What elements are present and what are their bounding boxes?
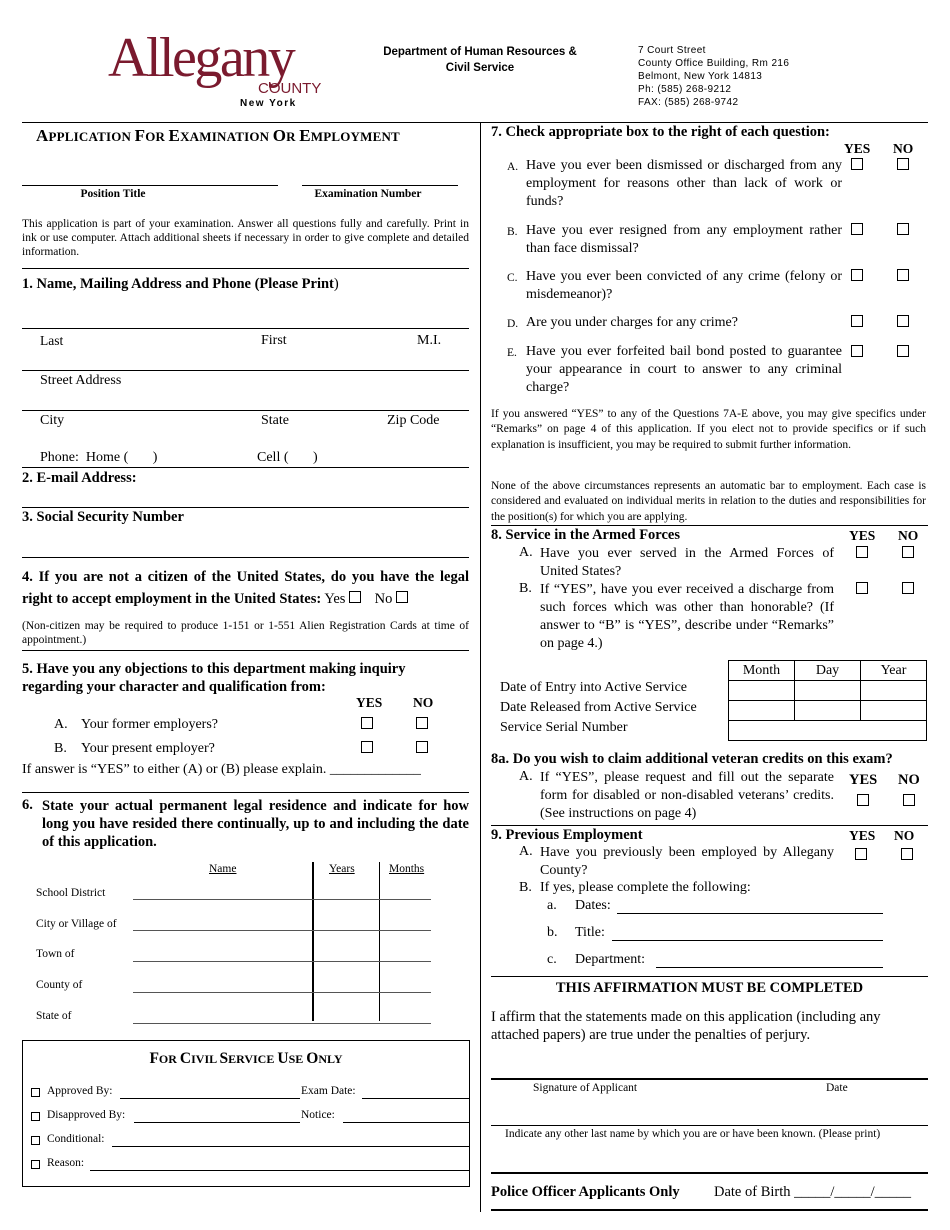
entry-day-cell[interactable] — [795, 681, 861, 701]
q7-c-no-checkbox[interactable] — [897, 269, 909, 281]
q9-title-field[interactable] — [612, 940, 883, 941]
q9-title-letter: b. — [547, 925, 558, 940]
q7-c-letter: C. — [507, 272, 518, 284]
other-name-label: Indicate any other last name by which you are or have been known. (Please print) — [505, 1128, 881, 1140]
rule-q7 — [491, 525, 928, 526]
address-street: 7 Court Street — [638, 45, 706, 56]
q6-number: 6. — [22, 797, 33, 813]
q7-disclaimer: None of the above circumstances represents an automatic bar to employment. Each case is considered and evaluated on individual merits in relation to the duties and responsibilities for the position(s) for which you are applying. — [491, 480, 926, 523]
residence-field-city[interactable] — [133, 930, 431, 931]
q8a-yes-header: YES — [849, 772, 878, 788]
q7-d-text: Are you under charges for any crime? — [526, 315, 738, 330]
q9-dates-field[interactable] — [617, 913, 883, 914]
address-phone: Ph: (585) 268-9212 — [638, 84, 732, 95]
signature-label: Signature of Applicant — [533, 1082, 638, 1094]
q7-e-yes-checkbox[interactable] — [851, 345, 863, 357]
exam-number-label: Examination Number — [314, 188, 422, 200]
approved-checkbox[interactable] — [31, 1088, 40, 1097]
q9-b-letter: B. — [519, 880, 532, 895]
q9-dates-label: Dates: — [575, 898, 611, 913]
q5-b-letter: B. — [54, 741, 67, 756]
mi-label: M.I. — [417, 333, 442, 348]
q7-e-text: Have you ever forfeited bail bond posted to guarantee your appearance in court to answer to any criminal charge? — [526, 344, 842, 395]
q8a-text: If “YES”, please request and fill out the separate form for disabled or non-disabled veterans’ credits. (See instructions on page 4) — [540, 770, 834, 821]
rule-q1 — [22, 467, 469, 468]
disapproved-field[interactable] — [134, 1122, 300, 1123]
exam-number-field[interactable] — [302, 185, 458, 186]
address-city: Belmont, New York 14813 — [638, 71, 763, 82]
bottom-rule — [491, 1209, 928, 1211]
rule-q5 — [22, 792, 469, 793]
signature-field[interactable] — [491, 1078, 928, 1080]
q6-divider-1 — [312, 862, 314, 1021]
q7-c-yes-checkbox[interactable] — [851, 269, 863, 281]
disapproved-label: Disapproved By: — [47, 1109, 126, 1121]
rule-q9 — [491, 976, 928, 977]
q9-b-text: If yes, please complete the following: — [540, 880, 751, 895]
q5-b-text: Your present employer? — [81, 741, 215, 756]
q7-d-yes-checkbox[interactable] — [851, 315, 863, 327]
release-date-label: Date Released from Active Service — [500, 700, 697, 715]
residence-field-school[interactable] — [133, 899, 431, 900]
address-fax: FAX: (585) 268-9742 — [638, 97, 739, 108]
notice-label: Notice: — [301, 1109, 335, 1121]
q5-a-no-checkbox[interactable] — [416, 717, 428, 729]
conditional-checkbox[interactable] — [31, 1136, 40, 1145]
q5-a-yes-checkbox[interactable] — [361, 717, 373, 729]
q7-c-text: Have you ever been convicted of any crime (felony or misdemeanor)? — [526, 269, 842, 302]
q5-no-header: NO — [413, 695, 434, 710]
q7-heading: 7. Check appropriate box to the right of each question: — [491, 124, 830, 140]
q9-no-header: NO — [894, 828, 915, 843]
home-phone-field[interactable]: Phone: Home ( ) — [40, 450, 158, 465]
q3-ssn-label: 3. Social Security Number — [22, 509, 184, 525]
logo-wordmark: Allegany — [108, 27, 294, 89]
q6-divider-2 — [379, 862, 380, 1021]
q5-explain[interactable]: If answer is “YES” to either (A) or (B) please explain. _____________ — [22, 762, 421, 777]
col-year: Year — [861, 661, 927, 681]
approved-label: Approved By: — [47, 1085, 113, 1097]
release-year-cell[interactable] — [861, 701, 927, 721]
state-label: State — [261, 413, 289, 428]
q7-yes-header: YES — [844, 141, 871, 156]
q7-e-letter: E. — [507, 347, 517, 359]
q9-dept-field[interactable] — [656, 967, 883, 968]
rule-intro — [22, 268, 469, 269]
city-label: City — [40, 413, 65, 428]
q9-dept-label: Department: — [575, 952, 645, 967]
signature-date-label: Date — [826, 1082, 848, 1094]
department-name — [348, 44, 612, 76]
q8-b-no-checkbox[interactable] — [902, 582, 914, 594]
residence-row-school: School District — [36, 887, 106, 899]
department-address — [638, 44, 789, 109]
department-line-1: Department of Human Resources & — [383, 46, 577, 58]
q9-dates-letter: a. — [547, 898, 557, 913]
q7-a-letter: A. — [507, 161, 519, 173]
first-label: First — [261, 333, 287, 348]
q5-a-letter: A. — [54, 717, 68, 732]
release-month-cell[interactable] — [729, 701, 795, 721]
q8a-heading: 8a. Do you wish to claim additional veteran credits on this exam? — [491, 751, 893, 767]
q6-col-name: Name — [209, 863, 237, 875]
q7-b-yes-checkbox[interactable] — [851, 223, 863, 235]
col-month: Month — [729, 661, 795, 681]
column-divider — [480, 122, 481, 1212]
residence-row-city: City or Village of — [36, 918, 117, 930]
logo-county: COUNTY — [258, 80, 322, 97]
q9-title-label: Title: — [575, 925, 605, 940]
col-day: Day — [795, 661, 861, 681]
disapproved-checkbox[interactable] — [31, 1112, 40, 1121]
q8-yes-header: YES — [849, 528, 876, 543]
serial-number-label: Service Serial Number — [500, 720, 628, 735]
email-field[interactable] — [22, 507, 469, 508]
rule-q4 — [22, 650, 469, 651]
q8-a-letter: A. — [519, 545, 533, 560]
q8-b-yes-checkbox[interactable] — [856, 582, 868, 594]
release-day-cell[interactable] — [795, 701, 861, 721]
cell-phone-field[interactable]: Cell ( ) — [257, 450, 318, 465]
department-line-2: Civil Service — [445, 62, 515, 74]
name-field[interactable] — [22, 328, 469, 329]
q8a-yes-checkbox[interactable] — [857, 794, 869, 806]
exam-date-label: Exam Date: — [301, 1085, 356, 1097]
q7-d-no-checkbox[interactable] — [897, 315, 909, 327]
affirmation-text: I affirm that the statements made on this application (including any attached papers) are true under the penalties of perjury. — [491, 1009, 881, 1043]
q9-a-yes-checkbox[interactable] — [855, 848, 867, 860]
q4-yes-checkbox[interactable] — [349, 591, 361, 603]
exam-date-field[interactable] — [362, 1098, 469, 1099]
q7-a-yes-checkbox[interactable] — [851, 158, 863, 170]
residence-field-county[interactable] — [133, 992, 431, 993]
reason-label: Reason: — [47, 1157, 85, 1169]
intro-text: This application is part of your examination. Answer all questions fully and carefully. Print in ink or use computer. Attach additional sheets if necessary in order to give complete and detailed information. — [22, 218, 469, 258]
last-label: Last — [40, 333, 64, 348]
zip-label: Zip Code — [387, 413, 440, 428]
q6-col-years: Years — [329, 863, 355, 875]
q5-question: 5. Have you any objections to this department making inquiry regarding your character and qualification from: — [22, 661, 406, 695]
residence-field-town[interactable] — [133, 961, 431, 962]
logo-state: New York — [240, 98, 297, 109]
police-applicants-label: Police Officer Applicants Only — [491, 1184, 680, 1200]
q7-a-text: Have you ever been dismissed or discharged from any employment for reasons other than lack of work or funds? — [526, 158, 842, 209]
conditional-label: Conditional: — [47, 1133, 105, 1145]
q8-heading: 8. Service in the Armed Forces — [491, 527, 680, 543]
serial-number-cell[interactable] — [729, 721, 927, 741]
q9-yes-header: YES — [849, 828, 876, 843]
q6-question: State your actual permanent legal residence and indicate for how long you have resided there continually, up to and including the date of this application. — [42, 798, 469, 850]
q6-col-months: Months — [389, 863, 425, 875]
street-label: Street Address — [40, 373, 122, 388]
q7-no-header: NO — [893, 141, 914, 156]
q9-a-letter: A. — [519, 844, 533, 859]
q4-note: (Non-citizen may be required to produce 1-151 or 1-551 Alien Registration Cards at time of appointment.) — [22, 620, 469, 646]
q8-a-no-checkbox[interactable] — [902, 546, 914, 558]
residence-row-state: State of — [36, 1010, 72, 1022]
service-dates-table — [728, 660, 927, 741]
q8-a-text: Have you ever served in the Armed Forces of United States? — [540, 546, 834, 579]
q7-b-no-checkbox[interactable] — [897, 223, 909, 235]
q8-a-yes-checkbox[interactable] — [856, 546, 868, 558]
q8-b-text: If “YES”, have you ever received a discharge from such forces which was other than honorable? (If answer to “B” is “YES”, describe under “Remarks” on page 4.) — [540, 582, 834, 651]
top-rule — [22, 122, 928, 123]
q1-heading: 1. Name, Mailing Address and Phone (Please Print) — [22, 276, 339, 292]
q7-e-no-checkbox[interactable] — [897, 345, 909, 357]
position-title-field[interactable] — [22, 185, 278, 186]
date-of-birth-field[interactable]: Date of Birth _____/_____/_____ — [714, 1184, 911, 1200]
other-name-field[interactable] — [491, 1172, 928, 1174]
q4-no-checkbox[interactable] — [396, 591, 408, 603]
residence-row-town: Town of — [36, 948, 75, 960]
q7-a-no-checkbox[interactable] — [897, 158, 909, 170]
q7-b-letter: B. — [507, 226, 518, 238]
q2-email-label: 2. E-mail Address: — [22, 470, 137, 486]
conditional-field[interactable] — [112, 1146, 469, 1147]
affirmation-heading: THIS AFFIRMATION MUST BE COMPLETED — [555, 980, 864, 996]
other-name-rule — [491, 1125, 928, 1126]
form-title: APPLICATION FOR EXAMINATION OR EMPLOYMENT — [36, 126, 400, 145]
q7-d-letter: D. — [507, 318, 519, 330]
q9-heading: 9. Previous Employment — [491, 827, 643, 843]
q9-dept-letter: c. — [547, 952, 557, 967]
approved-field[interactable] — [120, 1098, 300, 1099]
reason-field[interactable] — [90, 1170, 469, 1171]
street-field[interactable] — [22, 370, 469, 371]
entry-year-cell[interactable] — [861, 681, 927, 701]
q8a-no-checkbox[interactable] — [903, 794, 915, 806]
entry-month-cell[interactable] — [729, 681, 795, 701]
q8a-no-header: NO — [898, 772, 920, 788]
q7-b-text: Have you ever resigned from any employment rather than face dismissal? — [526, 223, 842, 256]
city-state-zip-field[interactable] — [22, 410, 469, 411]
q5-a-text: Your former employers? — [81, 717, 218, 732]
q7-explanation: If you answered “YES” to any of the Questions 7A-E above, you may give specifics under “Remarks” on page 4 of this application. If you elect not to provide specifics or if such explanation is insufficient, you may be required to submit further information. — [491, 408, 926, 451]
notice-field[interactable] — [343, 1122, 469, 1123]
q5-yes-header: YES — [356, 695, 383, 710]
q9-a-text: Have you previously been employed by Allegany County? — [540, 845, 834, 878]
q4-question: 4. If you are not a citizen of the United States, do you have the legal right to accept employment in the United States: Yes No — [22, 569, 469, 607]
position-title-label: Position Title — [80, 188, 146, 200]
q8-b-letter: B. — [519, 581, 532, 596]
civil-service-title: FOR CIVIL SERVICE USE ONLY — [149, 1050, 343, 1067]
q8-no-header: NO — [898, 528, 919, 543]
q9-a-no-checkbox[interactable] — [901, 848, 913, 860]
q5-b-yes-checkbox[interactable] — [361, 741, 373, 753]
residence-field-state[interactable] — [133, 1023, 431, 1024]
county-logo — [108, 28, 330, 110]
entry-date-label: Date of Entry into Active Service — [500, 680, 687, 695]
q5-b-no-checkbox[interactable] — [416, 741, 428, 753]
rule-q8a — [491, 825, 928, 826]
ssn-field[interactable] — [22, 557, 469, 558]
address-building: County Office Building, Rm 216 — [638, 58, 790, 69]
residence-row-county: County of — [36, 979, 83, 991]
reason-checkbox[interactable] — [31, 1160, 40, 1169]
q8a-letter: A. — [519, 769, 533, 784]
